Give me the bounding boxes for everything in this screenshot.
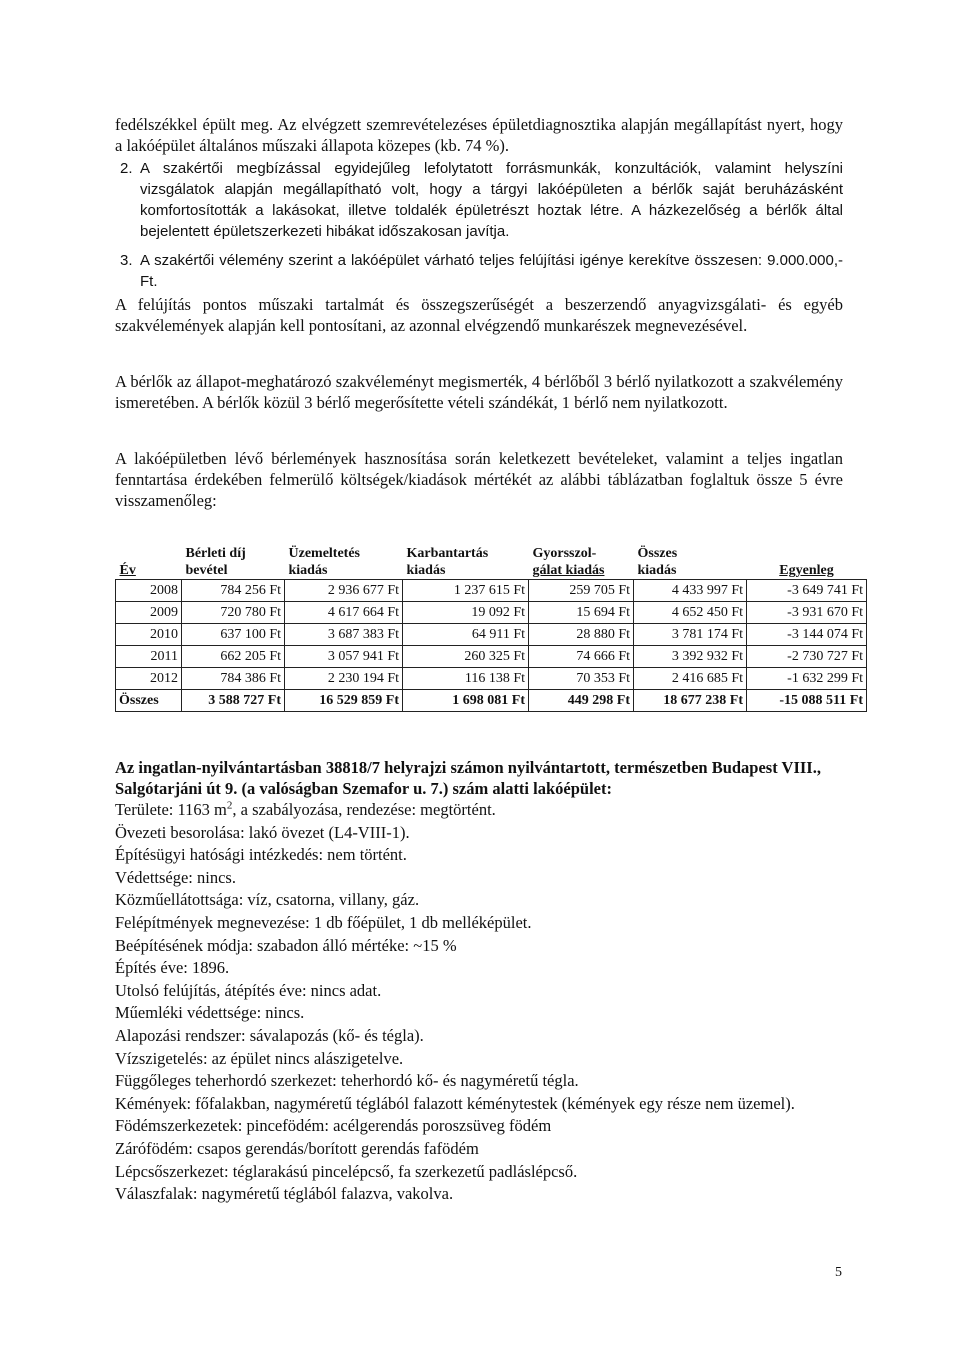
table-row — [116, 624, 867, 646]
fact-line: Függőleges teherhordó szerkezet: teherhordó kő- és nagyméretű tégla. — [115, 1071, 579, 1091]
table-cell: 784 256 Ft — [182, 580, 285, 602]
header-total-expense: Összes kiadás — [637, 546, 678, 578]
list-item-3 — [120, 250, 843, 292]
fact-line: Felépítmények megnevezése: 1 db főépület, 1 db melléképület. — [115, 912, 532, 932]
fact-line: Övezeti besorolása: lakó övezet (L4-VIII-1). — [115, 822, 410, 842]
table-cell: 259 705 Ft — [529, 580, 634, 602]
table-cell: 260 325 Ft — [403, 646, 529, 668]
table-cell: 2 416 685 Ft — [634, 668, 747, 690]
table-cell: 4 617 664 Ft — [285, 602, 403, 624]
table-cell: 2011 — [116, 646, 182, 668]
fact-line: Lépcsőszerkezet: téglarakású pincelépcső, fa szerkezetű padláslépcső. — [115, 1161, 578, 1181]
table-row — [116, 580, 867, 602]
table-cell: 449 298 Ft — [529, 690, 634, 712]
table-cell: -3 144 074 Ft — [747, 624, 867, 646]
table-cell: -3 649 741 Ft — [747, 580, 867, 602]
table-cell: 4 433 997 Ft — [634, 580, 747, 602]
header-operation: Üzemeltetés kiadás — [288, 546, 361, 578]
table-cell: 2 936 677 Ft — [285, 580, 403, 602]
table-cell: -15 088 511 Ft — [747, 690, 867, 712]
fact-line: Födémszerkezetek: pincefödém: acélgerendás poroszsüveg födém — [115, 1116, 552, 1136]
table-total-row — [116, 690, 867, 712]
table-cell: 2 230 194 Ft — [285, 668, 403, 690]
table-cell: 15 694 Ft — [529, 602, 634, 624]
table-cell: -3 931 670 Ft — [747, 602, 867, 624]
financial-table — [115, 545, 867, 712]
table-row — [116, 602, 867, 624]
list-item-number: 2. — [120, 160, 133, 177]
table-cell: 3 057 941 Ft — [285, 646, 403, 668]
fact-line: Alapozási rendszer: sávalapozás (kő- és tégla). — [115, 1025, 424, 1045]
header-rent-income: Bérleti díj bevétel — [185, 546, 246, 578]
table-cell: 784 386 Ft — [182, 668, 285, 690]
fact-line: Vízszigetelés: az épület nincs alászigetelve. — [115, 1048, 404, 1068]
table-cell: 64 911 Ft — [403, 624, 529, 646]
table-cell: -2 730 727 Ft — [747, 646, 867, 668]
table-cell: 720 780 Ft — [182, 602, 285, 624]
header-maintenance: Karbantartás kiadás — [406, 546, 489, 578]
fact-line: Építés éve: 1896. — [115, 958, 230, 978]
table-cell: 2009 — [116, 602, 182, 624]
paragraph-renovation: A felújítás pontos műszaki tartalmát és összegszerűségét a beszerzendő anyagvizsgálati- és egyéb szakvélemények alapján kell pontosítani, az azonnal elvégzendő munkarészek megnevezésével. — [115, 295, 843, 335]
fact-line: Kémények: főfalakban, nagyméretű téglából falazott kéménytestek (kémények egy része nem üzemel). — [115, 1093, 795, 1113]
fact-line: Zárófödém: csapos gerendás/borított gerendás fafödém — [115, 1138, 479, 1158]
table-row — [116, 668, 867, 690]
table-cell: 3 392 932 Ft — [634, 646, 747, 668]
table-cell: 28 880 Ft — [529, 624, 634, 646]
table-cell: 1 698 081 Ft — [403, 690, 529, 712]
list-item-text: A szakértői vélemény szerint a lakóépület várható teljes felújítási igénye kerekítve összesen: 9.000.000,- Ft. — [140, 252, 843, 290]
fact-line: Védettsége: nincs. — [115, 867, 236, 887]
table-cell: 3 588 727 Ft — [182, 690, 285, 712]
table-cell: 637 100 Ft — [182, 624, 285, 646]
list-item-text: A szakértői megbízással egyidejűleg lefolytatott forrásmunkák, konzultációk, valamint helyszíni vizsgálatok alapján megállapítható volt, hogy a tárgyi lakóépületen a bérlők saját beruházásként komfortosították a lakásokat, illetve toldalék épületrészt hoztak létre. A házkezelőség a bérlők által bejelentett épületszerkezeti hibákat időszakosan javítja. — [140, 160, 843, 240]
fact-line: Műemléki védettsége: nincs. — [115, 1003, 305, 1023]
table-cell: 4 652 450 Ft — [634, 602, 747, 624]
property-facts — [115, 799, 855, 1206]
page-number: 5 — [835, 1265, 842, 1280]
paragraph-tenants: A bérlők az állapot-meghatározó szakvéleményt megismerték, 4 bérlőből 3 bérlő nyilatkozott a szakvélemény ismeretében. A bérlők közül 3 bérlő megerősítette vételi szándékát, 1 bérlő nem nyilatkozott. — [115, 372, 843, 412]
table-cell: 662 205 Ft — [182, 646, 285, 668]
table-cell: Összes — [116, 690, 182, 712]
fact-line: Építésügyi hatósági intézkedés: nem történt. — [115, 845, 407, 865]
header-balance: Egyenleg — [779, 563, 834, 578]
list-item-number: 3. — [120, 252, 133, 269]
table-row — [116, 646, 867, 668]
paragraph-table-intro: A lakóépületben lévő bérlemények hasznosítása során keletkezett bevételeket, valamint a teljes ingatlan fenntartása érdekében felmerülő költségek/kiadások mértékét az alábbi táblázatban foglaltuk össze 5 évre visszamenőleg: — [115, 449, 843, 510]
fact-area: Területe: 1163 $m^2$, a szabályozása, rendezése: megtörtént. — [115, 799, 496, 819]
header-emergency: Gyorsszol- gálat kiadás — [532, 546, 605, 578]
table-cell: 3 687 383 Ft — [285, 624, 403, 646]
table-cell: 70 353 Ft — [529, 668, 634, 690]
table-cell: 74 666 Ft — [529, 646, 634, 668]
table-cell: 2010 — [116, 624, 182, 646]
table-cell: 116 138 Ft — [403, 668, 529, 690]
table-cell: 2012 — [116, 668, 182, 690]
fact-line: Beépítésének módja: szabadon álló mértéke: ~15 % — [115, 935, 457, 955]
list-item-2 — [120, 158, 843, 242]
table-cell: 2008 — [116, 580, 182, 602]
fact-line: Válaszfalak: nagyméretű téglából falazva, vakolva. — [115, 1184, 454, 1204]
table-cell: 18 677 238 Ft — [634, 690, 747, 712]
intro-continuation: fedélszékkel épült meg. Az elvégzett szemrevételezéses épületdiagnosztika alapján megállapítást nyert, hogy a lakóépület általános műszaki állapota közepes (kb. 74 %). — [115, 115, 843, 155]
table-cell: 1 237 615 Ft — [403, 580, 529, 602]
table-cell: -1 632 299 Ft — [747, 668, 867, 690]
property-headline: Az ingatlan-nyilvántartásban 38818/7 helyrajzi számon nyilvántartott, természetben Budapest VIII., Salgótarjáni út 9. (a valóságban Szemafor u. 7.) szám alatti lakóépület: — [115, 758, 821, 798]
fact-line: Utolsó felújítás, átépítés éve: nincs adat. — [115, 980, 382, 1000]
fact-line: Közműellátottsága: víz, csatorna, villany, gáz. — [115, 890, 420, 910]
table-cell: 3 781 174 Ft — [634, 624, 747, 646]
table-cell: 19 092 Ft — [403, 602, 529, 624]
table-header-row — [116, 545, 867, 580]
header-year: Év — [119, 563, 136, 578]
table-cell: 16 529 859 Ft — [285, 690, 403, 712]
